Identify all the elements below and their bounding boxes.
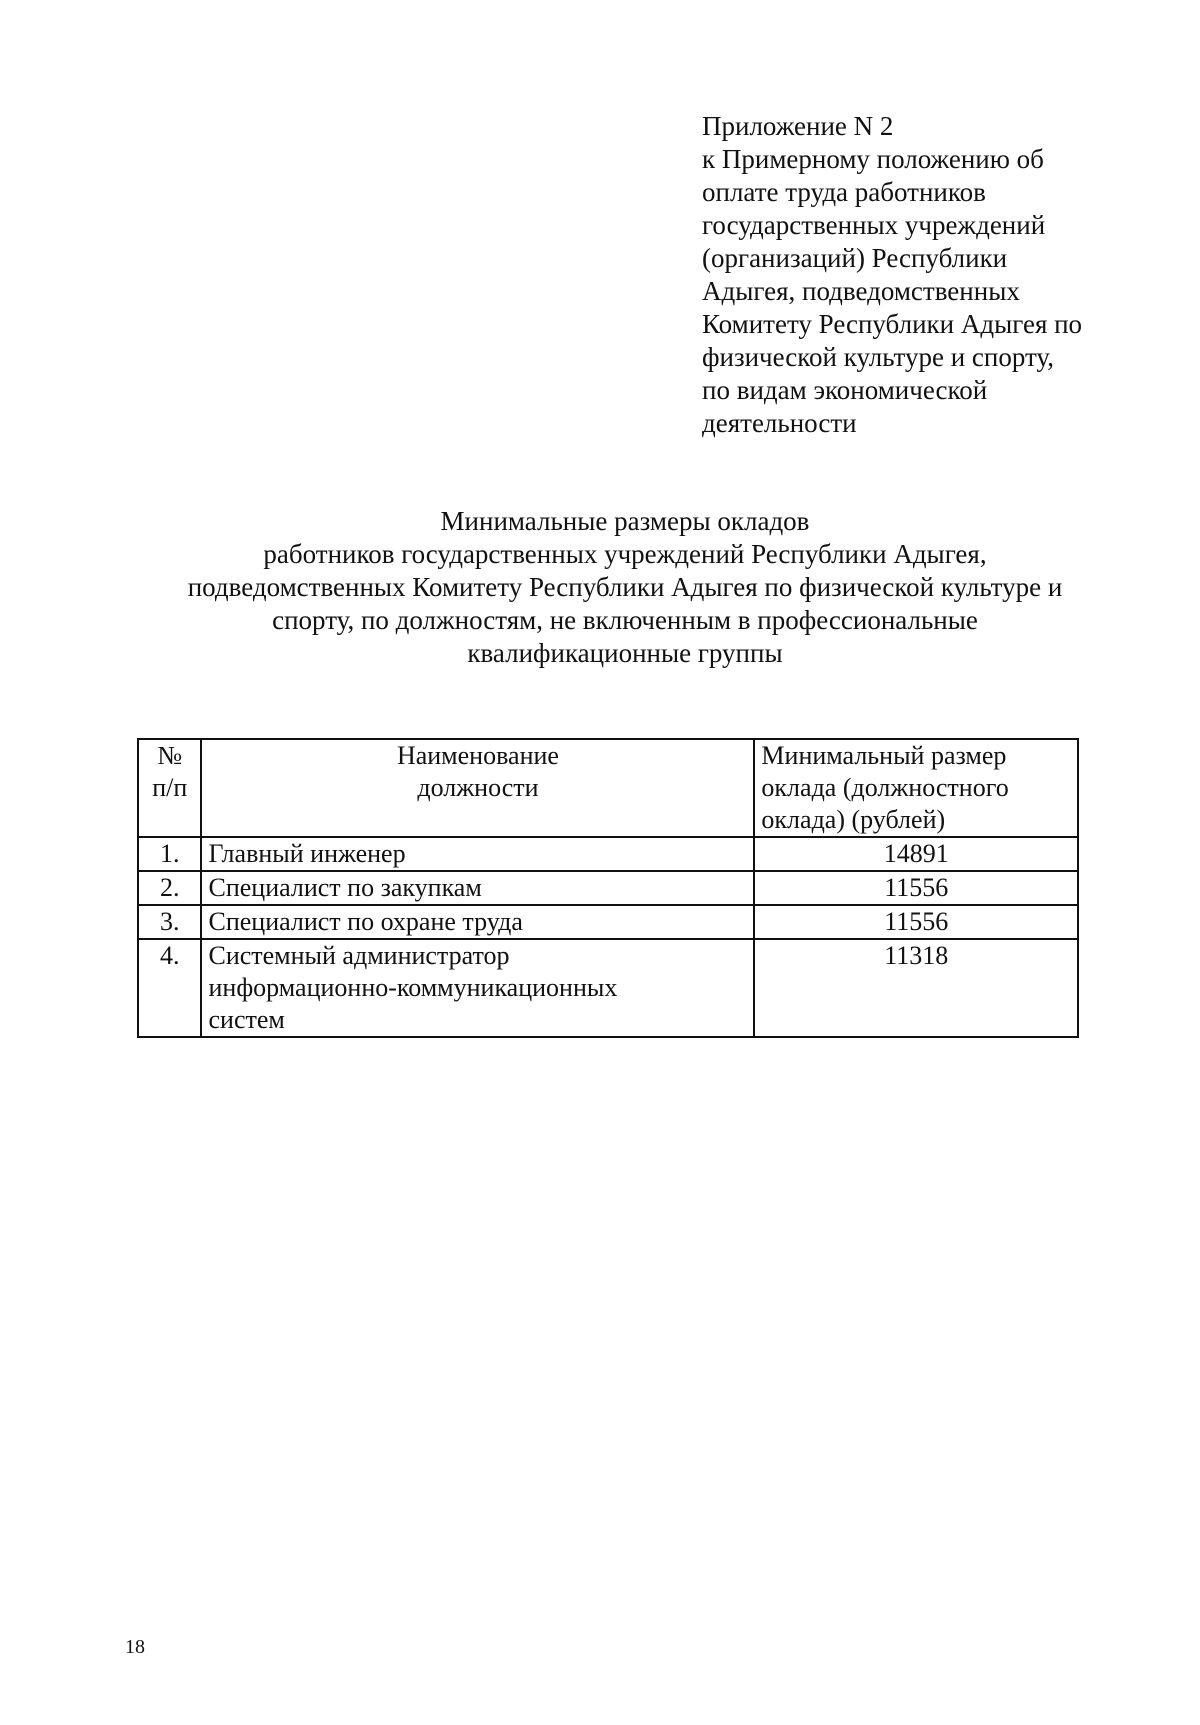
appendix-line: (организаций) Республики: [702, 243, 1008, 273]
row-salary: 11318: [754, 939, 1078, 1037]
appendix-line: Приложение N 2: [702, 111, 894, 141]
title-line: спорту, по должностям, не включенным в профессиональные: [272, 605, 978, 635]
position-line: Специалист по закупкам: [208, 873, 482, 902]
appendix-line: Комитету Республики Адыгея по: [702, 309, 1083, 339]
row-salary: 11556: [754, 905, 1078, 939]
title-line: квалификационные группы: [467, 638, 783, 668]
row-number: 1.: [138, 837, 201, 871]
position-line: Главный инженер: [208, 839, 406, 868]
appendix-line: физической культуре и спорту,: [702, 342, 1054, 372]
header-salary-line: оклада) (рублей): [761, 805, 946, 834]
table-row: [138, 871, 1078, 905]
table-row: [138, 905, 1078, 939]
table-header-row: [138, 739, 1078, 837]
row-number: 4.: [138, 939, 201, 1037]
appendix-line: Адыгея, подведомственных: [702, 276, 1020, 306]
row-salary: 14891: [754, 837, 1078, 871]
position-line: систем: [208, 1005, 285, 1034]
position-line: информационно-коммуникационных: [208, 973, 618, 1002]
position-line: Специалист по охране труда: [208, 907, 523, 936]
row-number: 3.: [138, 905, 201, 939]
row-position: [201, 905, 754, 939]
salary-table: [137, 738, 1079, 1038]
position-line: Системный администратор: [208, 941, 510, 970]
header-number-line: п/п: [152, 773, 188, 802]
row-salary: 11556: [754, 871, 1078, 905]
table-row: [138, 939, 1078, 1037]
header-salary-line: оклада (должностного: [761, 773, 1009, 802]
appendix-line: государственных учреждений: [702, 210, 1046, 240]
appendix-reference: [702, 110, 1172, 440]
title-line: работников государственных учреждений Республики Адыгея,: [263, 539, 987, 569]
appendix-line: оплате труда работников: [702, 177, 986, 207]
header-salary-line: Минимальный размер: [761, 741, 1007, 770]
row-position: [201, 871, 754, 905]
document-title: [60, 505, 1190, 670]
row-position: [201, 939, 754, 1037]
row-number: 2.: [138, 871, 201, 905]
appendix-line: по видам экономической: [702, 375, 988, 405]
header-salary: [754, 739, 1078, 837]
header-name-line: должности: [417, 773, 539, 802]
title-line: Минимальные размеры окладов: [440, 506, 810, 536]
table-row: [138, 837, 1078, 871]
page-number: 18: [125, 1636, 145, 1658]
title-line: подведомственных Комитету Республики Адыгея по физической культуре и: [187, 572, 1063, 602]
header-name-line: Наименование: [396, 741, 559, 770]
header-position-name: [201, 739, 754, 837]
row-position: [201, 837, 754, 871]
appendix-line: к Примерному положению об: [702, 144, 1044, 174]
appendix-line: деятельности: [702, 408, 857, 438]
header-number-line: №: [157, 741, 183, 770]
header-number: [138, 739, 201, 837]
